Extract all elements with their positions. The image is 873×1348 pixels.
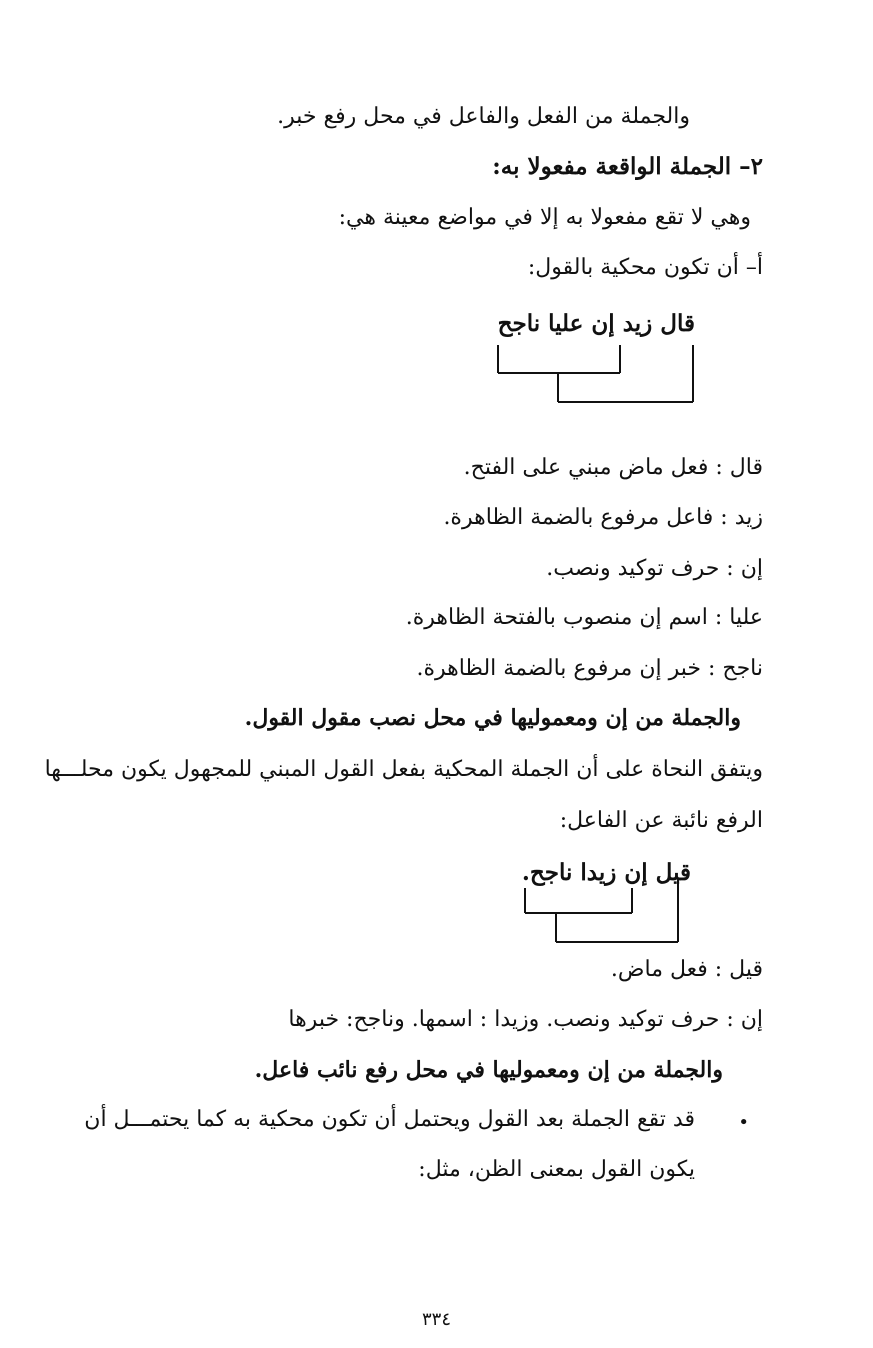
parse-line: قيل : فعل ماض.: [610, 957, 763, 982]
text-line: يكون القول بمعنى الظن، مثل:: [418, 1157, 695, 1182]
parse-line: عليا : اسم إن منصوب بالفتحة الظاهرة.: [405, 605, 763, 630]
parse-line: قال : فعل ماض مبني على الفتح.: [463, 455, 763, 480]
text-line: والجملة من إن ومعموليها في محل نصب مقول القول.: [244, 705, 741, 731]
example-sentence: قيل إن زيدا ناجح.: [521, 859, 691, 886]
parse-line: ناجح : خبر إن مرفوع بالضمة الظاهرة.: [416, 656, 763, 681]
text-line: والجملة من إن ومعموليها في محل رفع نائب فاعل.: [254, 1057, 723, 1083]
text-line: الرفع نائبة عن الفاعل:: [559, 808, 763, 833]
parse-line: إن : حرف توكيد ونصب. وزيدا : اسمها. وناجح: خبرها: [288, 1007, 763, 1032]
subsection-heading: أ– أن تكون محكية بالقول:: [527, 255, 763, 280]
text-line: وهي لا تقع مفعولا به إلا في مواضع معينة هي:: [338, 205, 751, 230]
bullet-icon: •: [738, 1112, 749, 1133]
section-heading: ٢– الجملة الواقعة مفعولا به:: [492, 153, 763, 180]
text-line: قد تقع الجملة بعد القول ويحتمل أن تكون محكية به كما يحتمـــل أن: [84, 1107, 695, 1132]
text-line: ويتفق النحاة على أن الجملة المحكية بفعل القول المبني للمجهول يكون محلـــها: [44, 757, 763, 782]
parse-line: زيد : فاعل مرفوع بالضمة الظاهرة.: [443, 505, 763, 530]
example-sentence: قال زيد إن عليا ناجح: [497, 310, 695, 337]
page-number: ٣٣٤: [421, 1309, 451, 1330]
text-line: والجملة من الفعل والفاعل في محل رفع خبر.: [277, 104, 690, 129]
parse-line: إن : حرف توكيد ونصب.: [546, 556, 763, 581]
